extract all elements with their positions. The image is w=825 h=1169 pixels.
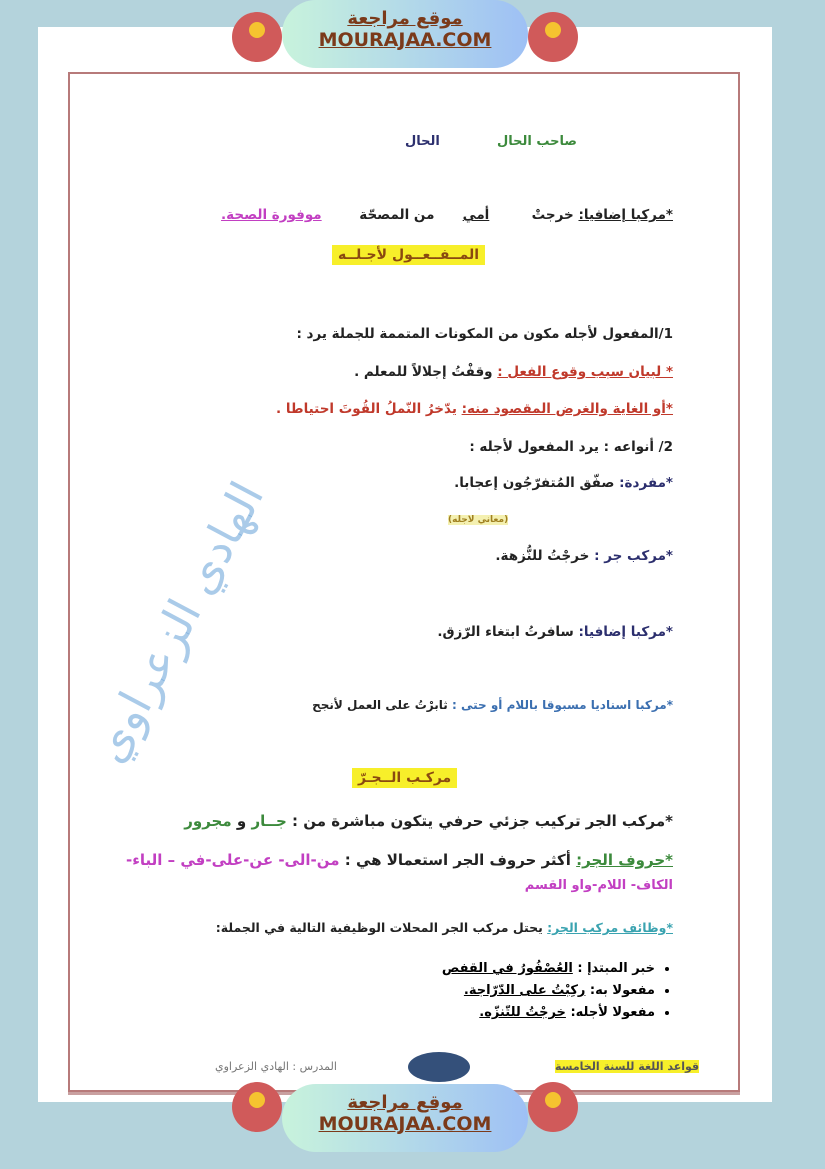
book-icon: [545, 1092, 561, 1108]
word: من المصحّة: [359, 207, 435, 223]
page-number-badge: [408, 1052, 470, 1082]
example: ثابرْتُ على العمل لأنجح: [312, 698, 448, 712]
label: * لبيان سبب وقوع الفعل :: [497, 364, 673, 380]
goal-line: [276, 401, 673, 417]
word: خرجتْ: [531, 207, 574, 223]
point-2: 2/ أنواعه : يرد المفعول لأجله :: [469, 439, 673, 455]
label: *مركبا إضافيا:: [578, 624, 673, 640]
list-item: [442, 980, 655, 1002]
definition-line: [184, 812, 673, 830]
huruf-line: [126, 851, 673, 869]
watermark: الهادي الزعراوي: [81, 472, 275, 772]
example: صفّق المُتفرّجُون إعجابا.: [454, 475, 615, 491]
example: خرجْتُ للنُّزهة.: [495, 548, 590, 564]
label-sahib-al-hal: صاحب الحال: [497, 134, 577, 149]
text: يحتل مركب الجر المحلات الوظيفية التالية في الجملة:: [215, 920, 543, 935]
mufrada-line: [454, 475, 673, 491]
label: *حروف الجر:: [576, 851, 673, 869]
banner-arabic: موقع مراجعة: [347, 8, 463, 29]
idafi-line: [437, 624, 673, 640]
word: أمي: [462, 207, 490, 223]
book-icon: [249, 22, 265, 38]
label: مفعولا به:: [589, 983, 655, 998]
section-title-mafoul-liajlih: المــفــعــول لأجـلــه: [332, 245, 485, 265]
reason-line: [354, 364, 673, 380]
site-logo-right-bottom: [528, 1082, 578, 1132]
example-idafi: [221, 207, 673, 223]
book-icon: [545, 22, 561, 38]
functions-list: [442, 958, 673, 1024]
site-logo-right: [528, 12, 578, 62]
banner-latin: MOURAJAA.COM: [318, 29, 492, 51]
label: *وظائف مركب الجر:: [547, 920, 673, 935]
footer-course: قواعد اللغة للسنة الخامسة: [555, 1060, 700, 1073]
example: ركِبْتُ على الدّرّاجة.: [463, 983, 586, 998]
label: *مركب جر :: [594, 548, 673, 564]
list: من-الى- عن-على-في – الباء-: [125, 851, 340, 869]
huruf-line-2: الكاف- اللام-واو القسم: [524, 878, 673, 893]
example: سافرتُ ابتغاء الرّزق.: [437, 624, 574, 640]
example: يدّخرُ النّملُ القُوتَ احتياطا .: [275, 401, 457, 417]
text: *مركب الجر تركيب جزئي حرفي يتكون مباشرة من :: [292, 812, 673, 830]
and: و: [236, 812, 247, 830]
site-logo-left-bottom: [232, 1082, 282, 1132]
jar: جــار: [251, 812, 287, 830]
note-badge: (معاني لاجله): [448, 515, 509, 525]
majrur: مجرور: [184, 812, 232, 830]
banner-arabic: موقع مراجعة: [347, 1092, 463, 1113]
site-banner-bottom[interactable]: [282, 1084, 528, 1152]
footer-teacher: المدرس : الهادي الزعراوي: [215, 1060, 337, 1073]
point-1: 1/المفعول لأجله مكون من المكونات المتممة للجملة يرد :: [296, 326, 673, 342]
wadhaif-line: [216, 920, 673, 935]
list-item: [442, 958, 655, 980]
banner-latin: MOURAJAA.COM: [318, 1113, 492, 1135]
example: خرجْتُ للتّنزّه.: [479, 1005, 566, 1020]
list-item: [442, 1002, 655, 1024]
label: *مفردة:: [619, 475, 673, 491]
book-icon: [249, 1092, 265, 1108]
site-logo-left: [232, 12, 282, 62]
label: *أو الغاية والغرض المقصود منه:: [461, 401, 673, 417]
isnadi-line: [312, 698, 673, 712]
text: أكثر حروف الجر استعمالا هي :: [344, 851, 571, 869]
label: *مركبا إضافيا:: [578, 207, 673, 223]
label-al-hal: الحال: [405, 134, 440, 149]
label: خبر المبتدإ :: [577, 961, 655, 976]
label: *مركبا اسناديا مسبوقا باللام أو حتى :: [451, 698, 673, 712]
example: وقفْتُ إجلالاً للمعلم .: [354, 364, 493, 380]
section-title-markab-jar: مركـب الــجـرّ: [352, 768, 457, 788]
label: مفعولا لأجله:: [570, 1005, 655, 1020]
word: موفورة الصحة.: [221, 207, 322, 223]
example: العُصْفُورُ في القفص: [441, 961, 573, 976]
site-banner-top[interactable]: [282, 0, 528, 68]
jar-line: [495, 548, 673, 564]
